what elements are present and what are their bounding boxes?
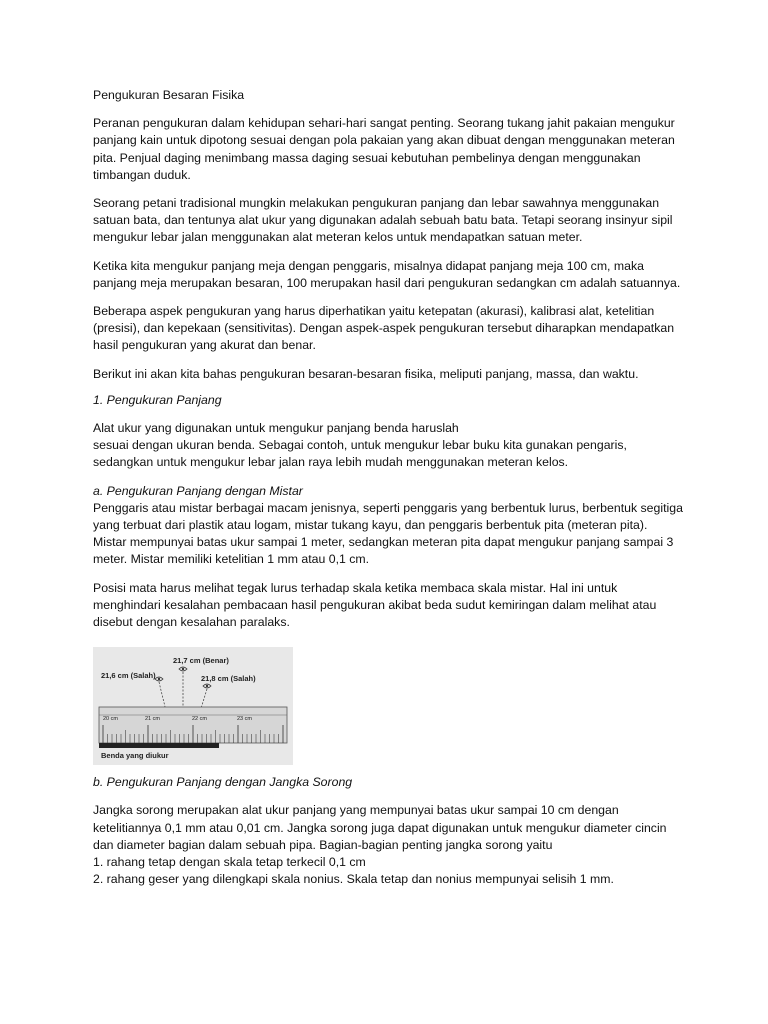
parallax-ruler-figure [93, 647, 293, 765]
page-title: Pengukuran Besaran Fisika [93, 88, 245, 102]
paragraph-ruler: Penggaris atau mistar berbagai macam jenisnya, seperti penggaris yang berbentuk lurus, berbentuk segitiga yang terbuat dari plastik atau logam, mistar tukang kayu, dan penggaris berbentuk pita (meteran pita). Mistar mempunyai batas ukur sampai 1 meter, sedangkan meteran pita dapat mengukur panjang sampai 3 meter. Mistar memiliki ketelitian 1 mm atau 0,1 cm. [93, 500, 683, 567]
paragraph-table-length: Ketika kita mengukur panjang meja dengan penggaris, misalnya didapat panjang meja 100 cm, maka panjang meja merupakan besaran, 100 merupakan hasil dari pengukuran sedangkan cm adalah satuannya. [93, 258, 681, 290]
eye-icon-left [155, 677, 163, 681]
document-body [93, 80, 683, 889]
eye-icon-center [179, 667, 187, 671]
paragraph-tools-line2: sesuai dengan ukuran benda. Sebagai contoh, untuk mengukur lebar buku kita gunakan pengaris, sedangkan untuk mengukur lebar jalan raya lebih mudah menggunakan meteran kelos. [93, 438, 627, 470]
paragraph-parallax: Posisi mata harus melihat tegak lurus terhadap skala ketika membaca skala mistar. Hal ini untuk menghindari kesalahan pembacaan hasil pengukuran akibat beda sudut kemiringan dalam melihat atau disebut dengan kesalahan paralaks. [93, 580, 657, 630]
tick-label-20: 20 cm [103, 716, 118, 723]
tick-label-21: 21 cm [145, 716, 160, 723]
ruler-diagram [93, 647, 293, 765]
label-wrong-right: 21,8 cm (Salah) [201, 674, 256, 684]
paragraph-caliper: Jangka sorong merupakan alat ukur panjang yang mempunyai batas ukur sampai 10 cm dengan ketelitiannya 0,1 mm atau 0,01 cm. Jangka sorong juga dapat digunakan untuk mengukur diameter cincin dan diameter bagian dalam sebuah pipa. Bagian-bagian penting jangka sorong yaitu [93, 803, 667, 852]
eye-icon-right [203, 684, 211, 688]
object-label: Benda yang diukur [101, 751, 169, 761]
tick-label-23: 23 cm [237, 716, 252, 723]
section-heading-length: 1. Pengukuran Panjang [93, 392, 222, 407]
measured-object [99, 743, 219, 748]
list-item-sliding-jaw: 2. rahang geser yang dilengkapi skala nonius. Skala tetap dan nonius mempunyai selisih 1 mm. [93, 872, 614, 887]
subheading-ruler: a. Pengukuran Panjang dengan Mistar [93, 483, 303, 498]
subheading-caliper: b. Pengukuran Panjang dengan Jangka Sorong [93, 775, 353, 790]
label-correct: 21,7 cm (Benar) [173, 656, 229, 666]
paragraph-farmer: Seorang petani tradisional mungkin melakukan pengukuran panjang dan lebar sawahnya menggunakan satuan bata, dan tentunya alat ukur yang digunakan adalah sebuah batu bata. Tetapi seorang insinyur sipil mengukur lebar jalan menggunakan alat meteran kelos untuk mendapatkan satuan meter. [93, 196, 673, 245]
paragraph-intro: Peranan pengukuran dalam kehidupan sehari-hari sangat penting. Seorang tukang jahit pakaian mengukur panjang kain untuk dipotong sesuai dengan pola pakaian yang akan dibuat dengan menggunakan meteran pita. Penjual daging menimbang massa daging sesuai kebutuhan pembelinya dengan menggunakan timbangan duduk. [93, 116, 675, 182]
label-wrong-left: 21,6 cm (Salah) [101, 671, 156, 681]
list-item-fixed-jaw: 1. rahang tetap dengan skala tetap terkecil 0,1 cm [93, 855, 366, 870]
tick-label-22: 22 cm [192, 716, 207, 723]
paragraph-aspects: Beberapa aspek pengukuran yang harus diperhatikan yaitu ketepatan (akurasi), kalibrasi alat, ketelitian (presisi), dan kepekaan (sensitivitas). Dengan aspek-aspek pengukuran tersebut diharapkan mendapatkan hasil pengukuran yang akurat dan benar. [93, 304, 675, 353]
paragraph-tools-line1: Alat ukur yang digunakan untuk mengukur panjang benda haruslah [93, 421, 459, 436]
paragraph-overview: Berikut ini akan kita bahas pengukuran besaran-besaran fisika, meliputi panjang, massa, dan waktu. [93, 366, 639, 381]
